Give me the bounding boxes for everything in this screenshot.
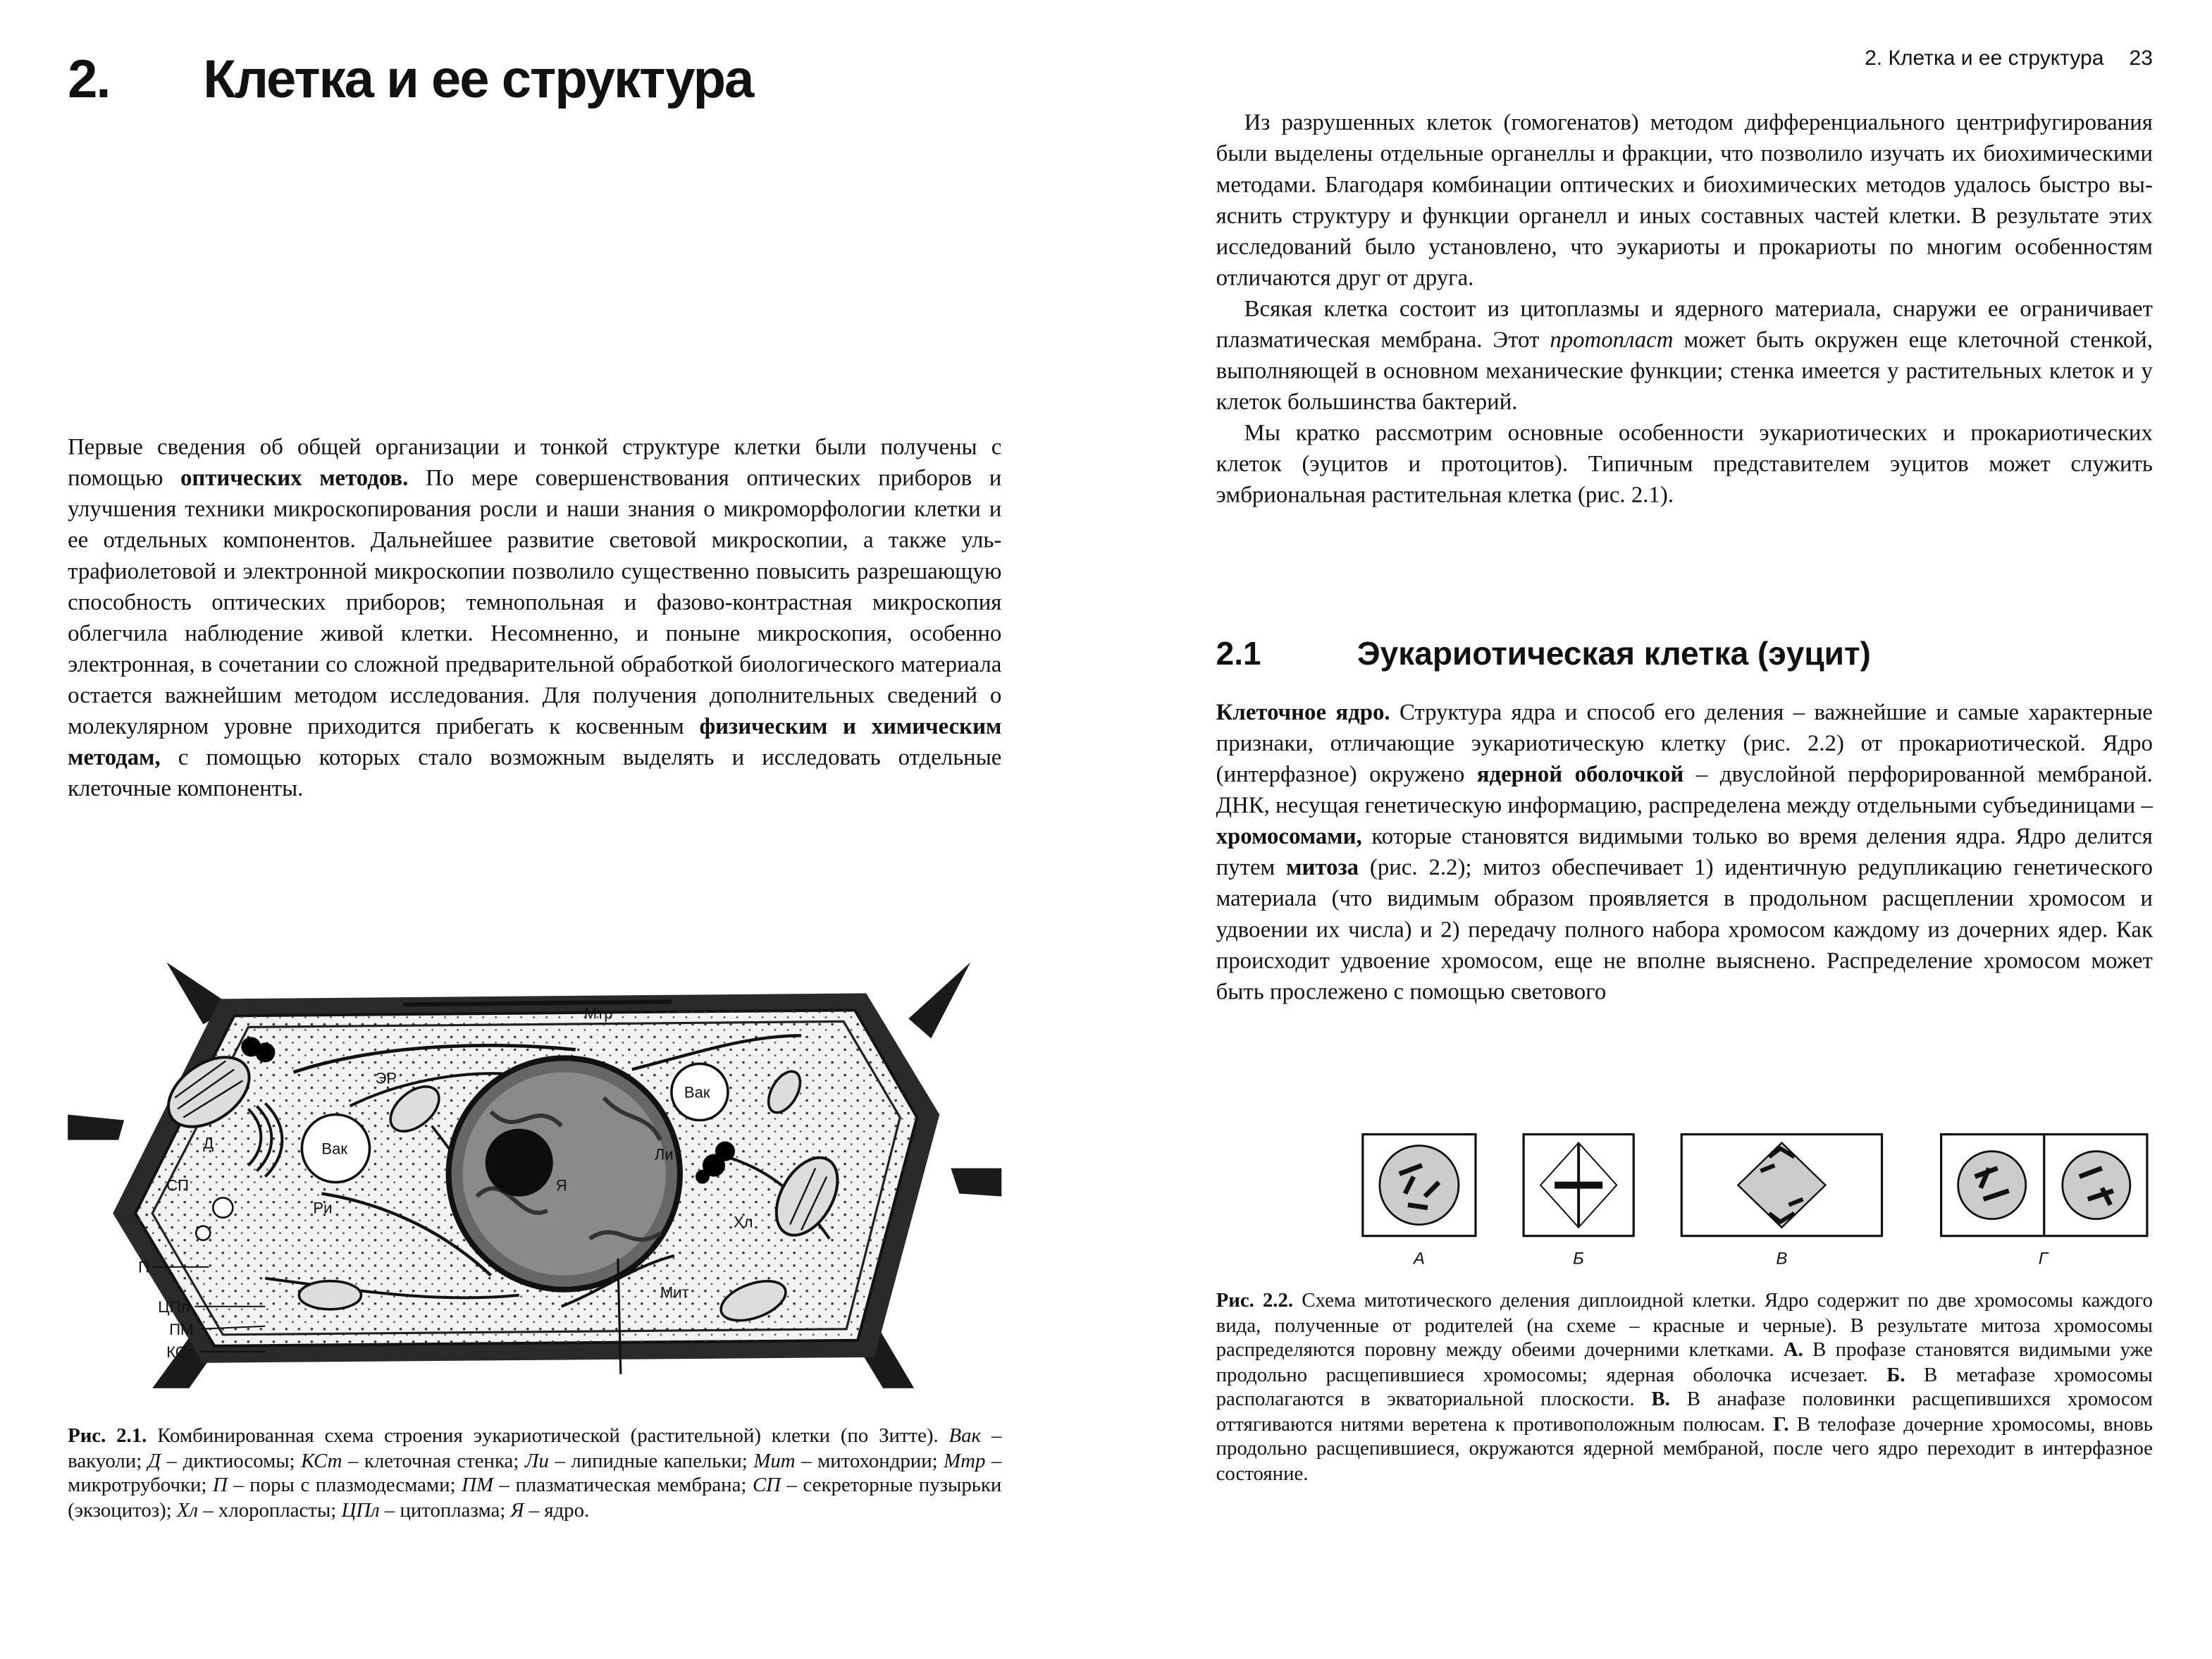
text-run: с помощью которых стало возможным выделять и исследовать отдельные клеточные компоненты.: [68, 744, 1002, 802]
nucleolus: [486, 1129, 553, 1197]
plant-cell-illustration: [68, 956, 1001, 1388]
text-run: В профазе становятся видимыми уже продольно расщепившиеся хромосомы; ядерная оболочка исчезает.: [1216, 1338, 2153, 1386]
text-run: (рис. 2.2); митоз обеспечивает 1) идентичную редупликацию генетического материала (что видимым образом проявляется в продольном расщеплении хромосом и удвоении их числа) и 2) передачу полного набора хромосом каждому из дочерних ядер. Как происходит удвоение хромосом, еще не вполне выяснено. Распределение хромосом может быть прослежено с помощью светового: [1216, 853, 2153, 1005]
text-run: – секреторные пузырьки (экзоцитоз);: [68, 1474, 1002, 1522]
bold-term: оптических методов.: [180, 464, 409, 491]
text-run: Мы кратко рассмотрим основные особенности эукариотических и прокариотических клеток (эуцитов и протоцитов). Типичным представителем эуцитов может служить эмбриональная растительная клетка (рис. 2.1).: [1216, 419, 2153, 508]
text-run: Комбинированная схема строения эукариотической (растительной) клетки (по Зитте).: [147, 1424, 949, 1448]
italic-term: ПМ: [462, 1474, 493, 1498]
chapter-title: Клетка и ее структура: [203, 51, 753, 111]
text-run: – микротрубочки;: [68, 1449, 1002, 1498]
label-khl: Хл: [733, 1213, 753, 1231]
intro-paragraph: [68, 432, 1001, 805]
lipid-droplet: [696, 1170, 710, 1184]
stage-label-v: В: [1776, 1249, 1788, 1269]
intro-text-block: [68, 432, 1001, 805]
figure-2-2-caption: [1216, 1290, 2153, 1487]
wall-wedge-left: [68, 1115, 124, 1140]
wall-wedge-top-right: [908, 962, 970, 1038]
bold-term: Рис. 2.2.: [1216, 1289, 1294, 1312]
figure-2-2-mitosis: [1357, 1126, 2153, 1281]
mitochondrion: [299, 1281, 361, 1309]
bold-term: В.: [1651, 1388, 1670, 1411]
bold-term: А.: [1783, 1338, 1803, 1362]
label-vak: Вак: [684, 1083, 710, 1102]
text-run: Структура ядра и способ его деления – важнейшие и самые характерные признаки, отличающие эукариотическую клетку (рис. 2.2) от прокариотической. Ядро (интерфазное) окружено: [1216, 698, 2153, 788]
section-heading: [1216, 635, 2153, 673]
text-run: – клеточная стенка;: [342, 1449, 525, 1472]
label-sp: СП: [166, 1176, 189, 1195]
label-d: Д: [203, 1134, 214, 1152]
text-run: – липидные капельки;: [548, 1449, 754, 1472]
right-text-block: [1216, 107, 2153, 511]
label-kst: КСт: [166, 1343, 194, 1361]
italic-term: КСт: [301, 1449, 342, 1472]
italic-term: П: [212, 1474, 228, 1498]
bold-term: Клеточное ядро.: [1216, 698, 1390, 725]
bold-term: митоза: [1286, 853, 1359, 881]
wall-wedge-right: [951, 1168, 1001, 1197]
text-run: – цитоплазма;: [379, 1499, 511, 1522]
bold-term: Б.: [1886, 1363, 1905, 1386]
stage-label-b: Б: [1573, 1249, 1584, 1269]
secretory-vesicle: [196, 1226, 210, 1240]
text-run: – вакуоли;: [68, 1424, 1002, 1472]
bold-term: ядерной оболочкой: [1476, 760, 1684, 788]
text-run: – плазматическая мембрана;: [493, 1474, 753, 1498]
paragraph: [1216, 697, 2153, 1007]
label-er: ЭР: [375, 1069, 397, 1087]
italic-term: СП: [752, 1474, 781, 1498]
italic-term: протопласт: [1550, 326, 1674, 353]
italic-term: ЦПл: [341, 1499, 380, 1522]
text-run: – хлоропласты;: [198, 1499, 342, 1522]
page-number: 23: [2129, 47, 2153, 71]
text-run: По мере совершенствования оптических приборов и улучшения техники микроскопирования росли и наши знания о микроморфологии клетки и ее отдельных компонентов. Дальнейшее развитие световой микроскопии, а также ультрафиолетовой и электронной микроскопии позволило существенно повысить разрешающую способность оптических приборов; темнопольная и фазово-контрастная микроскопия облегчила наблюдение живой клетки. Несомненно, и поныне микроскопия, особенно электронная, в сочетании со сложной предварительной обработкой биологического материала остается важнейшим методом исследования. Для получения дополнительных сведений о молекулярном уровне приходится прибегать к косвенным: [68, 464, 1002, 739]
bold-term: Г.: [1773, 1412, 1789, 1436]
label-p: П: [138, 1258, 150, 1276]
text-run: которые становятся видимыми только во время деления ядра. Ядро делится путем: [1216, 822, 2153, 881]
chapter-heading: [68, 51, 753, 111]
text-run: – митохондрии;: [795, 1449, 944, 1472]
italic-term: Д: [147, 1449, 161, 1472]
section-text-block: [1216, 697, 2153, 1007]
secretory-vesicle: [213, 1198, 233, 1218]
text-run: – двуслойной перфорированной мембраной. ДНК, несущая генетическую информацию, распределена между отдельными субъединицами –: [1216, 760, 2153, 819]
mitosis-illustration: [1357, 1126, 2153, 1281]
text-run: В метафазе хромосомы располагаются в экваториальной плоскости.: [1216, 1363, 2153, 1411]
label-vak: Вак: [321, 1140, 347, 1158]
italic-term: Я: [510, 1499, 524, 1522]
text-run: В телофазе дочерние хромосомы, вновь продольно расщепившиеся, окружаются ядерной мембраной, после чего ядро переходит в интерфазное состояние.: [1216, 1412, 2153, 1485]
lipid-droplet: [715, 1142, 735, 1161]
text-run: может быть окружен еще клеточной стенкой, выполняющей в основном механические функции; стенка имеется у растительных клеток и у клеток большинства бактерий.: [1216, 326, 2153, 415]
section-number: 2.1: [1216, 634, 1261, 672]
caption-text: [68, 1425, 1001, 1524]
lipid-droplet: [255, 1042, 275, 1062]
running-head: [1786, 47, 2152, 70]
stage-label-a: А: [1413, 1249, 1425, 1269]
paragraph: [1216, 293, 2153, 417]
microtubule: [404, 1001, 672, 1004]
text-run: – ядро.: [524, 1499, 590, 1522]
label-mtr: Мтр: [583, 1004, 613, 1023]
italic-term: Мтр: [944, 1449, 986, 1472]
label-ri: Ри: [313, 1199, 333, 1217]
running-head-title: 2. Клетка и ее структура: [1865, 47, 2104, 71]
text-run: Из разрушенных клеток (гомогенатов) методом дифференциального центрифугирования были выделены отдельные органеллы и фракции, что позволило изучать их биохимическими методами. Благодаря комбинации оптических и биохимических методов удалось быстро выяснить структуру и функции органелл и иных составных частей клетки. В результате этих исследований было установлено, что эукариоты и прокариоты по многим особенностям отличаются друг от друга.: [1216, 109, 2153, 291]
label-li: Ли: [654, 1145, 674, 1164]
nucleus-prophase: [1380, 1146, 1459, 1225]
bold-term: физическим и химическим методам,: [68, 712, 1002, 771]
bold-term: Рис. 2.1.: [68, 1424, 147, 1448]
text-run: Схема митотического деления диплоидной клетки. Ядро содержит по две хромосомы каждого вида, полученные от родителей (на схеме – красные и черные).: [1216, 1289, 2153, 1337]
text-run: В результате митоза хромосомы распределяются поровну между обеими дочерними клетками.: [1216, 1314, 2153, 1362]
bold-term: хромосомами,: [1216, 822, 1362, 850]
text-run: – поры с плазмодесмами;: [227, 1474, 462, 1498]
caption-text: [1216, 1290, 2153, 1487]
section-title: Эукариотическая клетка (эуцит): [1357, 634, 1871, 672]
italic-term: Вак: [949, 1424, 982, 1448]
italic-term: Ли: [524, 1449, 549, 1472]
italic-term: Мит: [753, 1449, 796, 1472]
text-run: – диктиосомы;: [161, 1449, 302, 1472]
chapter-number: 2.: [68, 51, 110, 111]
figure-2-1-cell-diagram: [68, 956, 1001, 1388]
daughter-nucleus: [1958, 1152, 2026, 1219]
label-pm: ПМ: [169, 1320, 194, 1338]
daughter-nucleus: [2063, 1152, 2130, 1219]
text-run: Всякая клетка состоит из цитоплазмы и ядерного материала, снаружи ее ограничивает плазматическая мембрана. Этот: [1216, 295, 2153, 353]
text-run: Первые сведения об общей организации и тонкой структуре клетки были получены с помощью: [68, 433, 1002, 491]
italic-term: Хл: [176, 1499, 199, 1522]
stage-label-g: Г: [2038, 1249, 2048, 1269]
text-run: В анафазе половинки расщепившихся хромосом оттягиваются нитями веретена к противоположным полюсам.: [1216, 1388, 2153, 1436]
label-ya: Я: [555, 1176, 567, 1195]
figure-2-1-caption: [68, 1425, 1001, 1524]
label-mit: Мит: [660, 1283, 689, 1302]
label-tspl: ЦПл: [158, 1297, 190, 1316]
paragraph: [1216, 418, 2153, 511]
paragraph: [1216, 107, 2153, 293]
